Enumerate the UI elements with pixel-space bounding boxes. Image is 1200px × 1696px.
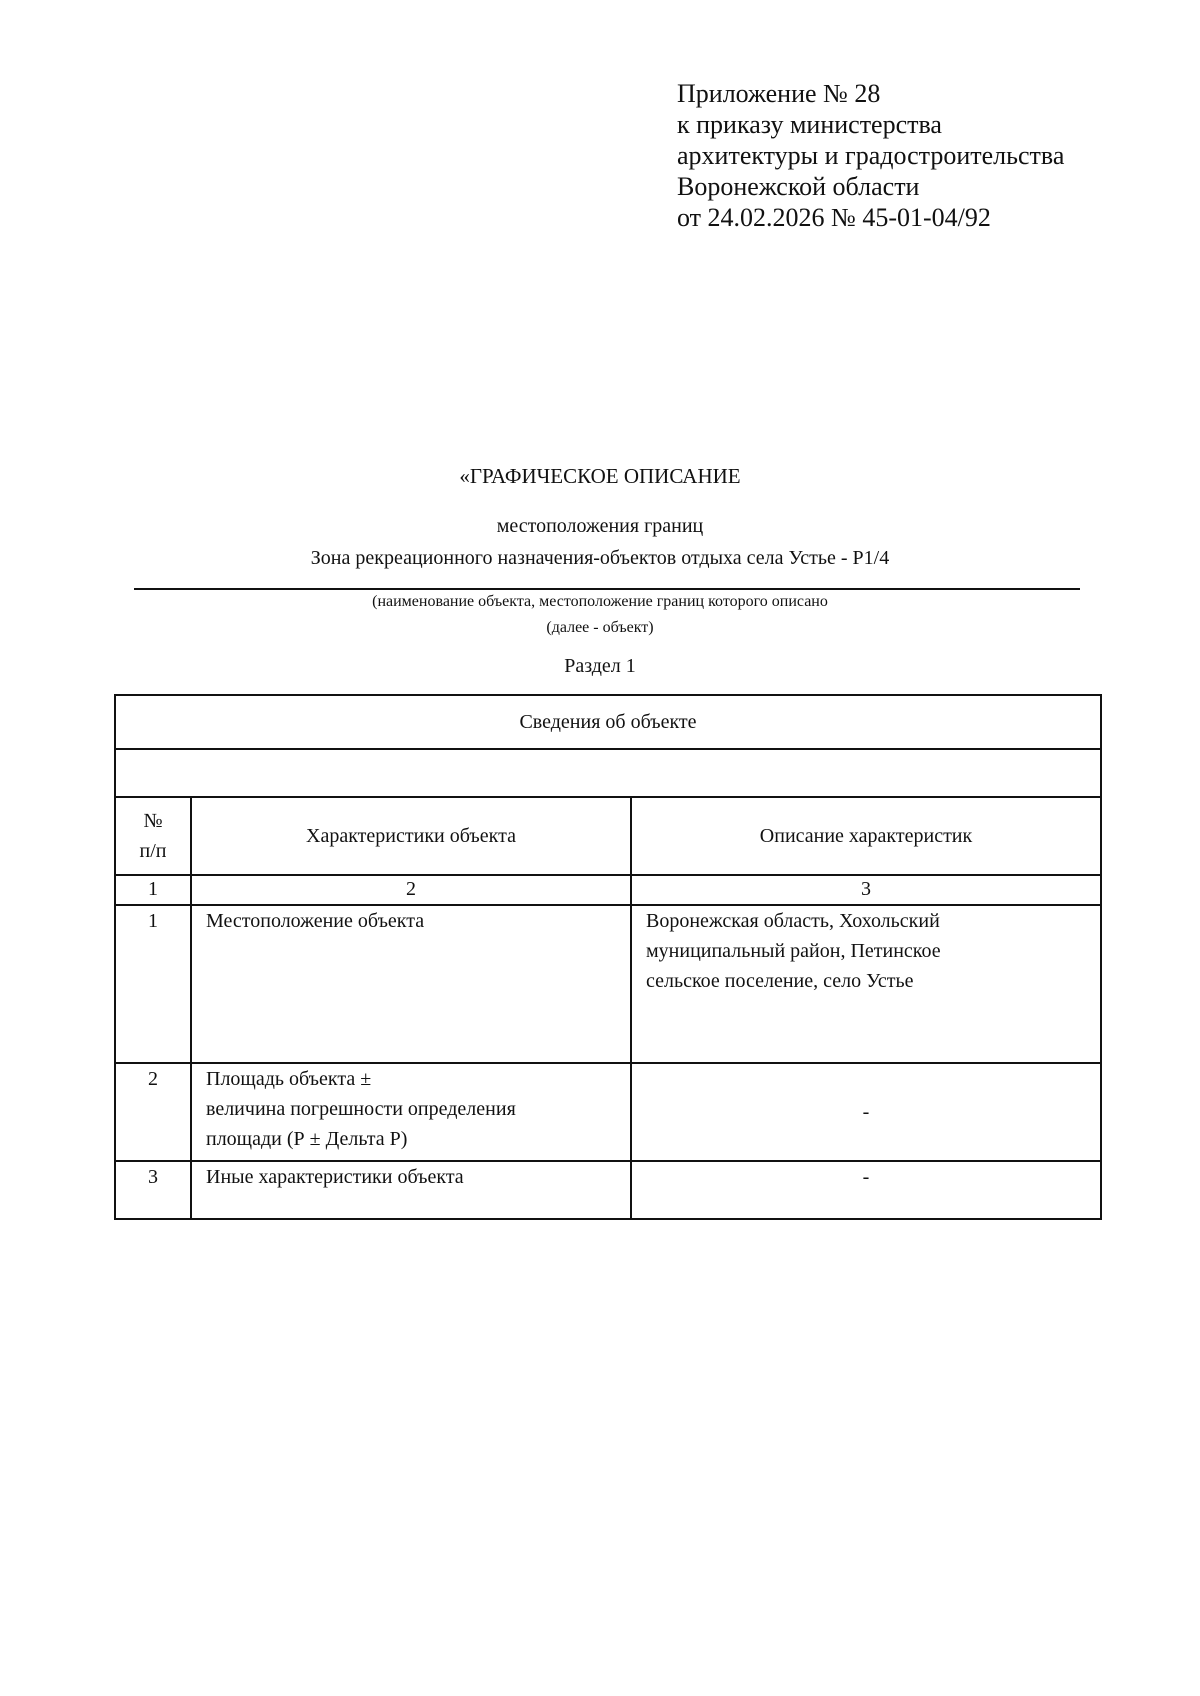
document-title: «ГРАФИЧЕСКОЕ ОПИСАНИЕ bbox=[459, 464, 741, 488]
document-subtitle: местоположения границ bbox=[496, 515, 704, 537]
row-characteristic bbox=[191, 905, 631, 1063]
row-description-line: муниципальный район, Петинское bbox=[646, 940, 941, 962]
table-empty-cell bbox=[115, 749, 1101, 797]
object-info-table bbox=[114, 694, 1102, 1220]
appendix-block bbox=[677, 78, 1064, 233]
table-header-row bbox=[115, 797, 1101, 875]
appendix-line: к приказу министерства bbox=[677, 110, 942, 139]
underline-rule bbox=[134, 588, 1080, 590]
row-description bbox=[631, 905, 1101, 1063]
column-number: 3 bbox=[631, 875, 1101, 905]
object-note-line2: (далее - объект) bbox=[546, 619, 654, 636]
table-row bbox=[115, 1063, 1101, 1161]
row-characteristic-line: величина погрешности определения bbox=[206, 1098, 516, 1120]
header-num-line2: п/п bbox=[139, 840, 167, 862]
header-characteristics: Характеристики объекта bbox=[191, 797, 631, 875]
header-description: Описание характеристик bbox=[631, 797, 1101, 875]
row-characteristic-line: Иные характеристики объекта bbox=[206, 1166, 464, 1188]
object-name: Зона рекреационного назначения-объектов отдыха села Устье - Р1/4 bbox=[310, 547, 890, 569]
table-empty-row bbox=[115, 749, 1101, 797]
appendix-line: от 24.02.2026 № 45-01-04/92 bbox=[677, 203, 991, 232]
header-num-line1: № bbox=[143, 810, 163, 832]
column-number: 2 bbox=[191, 875, 631, 905]
table-caption: Сведения об объекте bbox=[115, 695, 1101, 749]
row-description-line: Воронежская область, Хохольский bbox=[646, 910, 940, 932]
object-note-line1: (наименование объекта, местоположение границ которого описано bbox=[372, 593, 828, 610]
row-characteristic-line: Местоположение объекта bbox=[206, 910, 425, 932]
table-row bbox=[115, 905, 1101, 1063]
row-characteristic-line: площади (Р ± Дельта Р) bbox=[206, 1128, 408, 1150]
row-description: - bbox=[631, 1063, 1101, 1161]
row-num: 1 bbox=[115, 905, 191, 1063]
row-num: 3 bbox=[115, 1161, 191, 1219]
row-description: - bbox=[631, 1161, 1101, 1219]
table-caption-row bbox=[115, 695, 1101, 749]
row-characteristic bbox=[191, 1063, 631, 1161]
table-row bbox=[115, 1161, 1101, 1219]
header-num bbox=[115, 797, 191, 875]
section-title: Раздел 1 bbox=[564, 655, 636, 677]
appendix-line: Воронежской области bbox=[677, 172, 920, 201]
row-num: 2 bbox=[115, 1063, 191, 1161]
appendix-line: архитектуры и градостроительства bbox=[677, 141, 1065, 170]
row-characteristic bbox=[191, 1161, 631, 1219]
column-number: 1 bbox=[115, 875, 191, 905]
column-number-row bbox=[115, 875, 1101, 905]
row-description-line: сельское поселение, село Устье bbox=[646, 970, 914, 992]
appendix-line: Приложение № 28 bbox=[677, 79, 881, 108]
row-characteristic-line: Площадь объекта ± bbox=[206, 1068, 372, 1090]
